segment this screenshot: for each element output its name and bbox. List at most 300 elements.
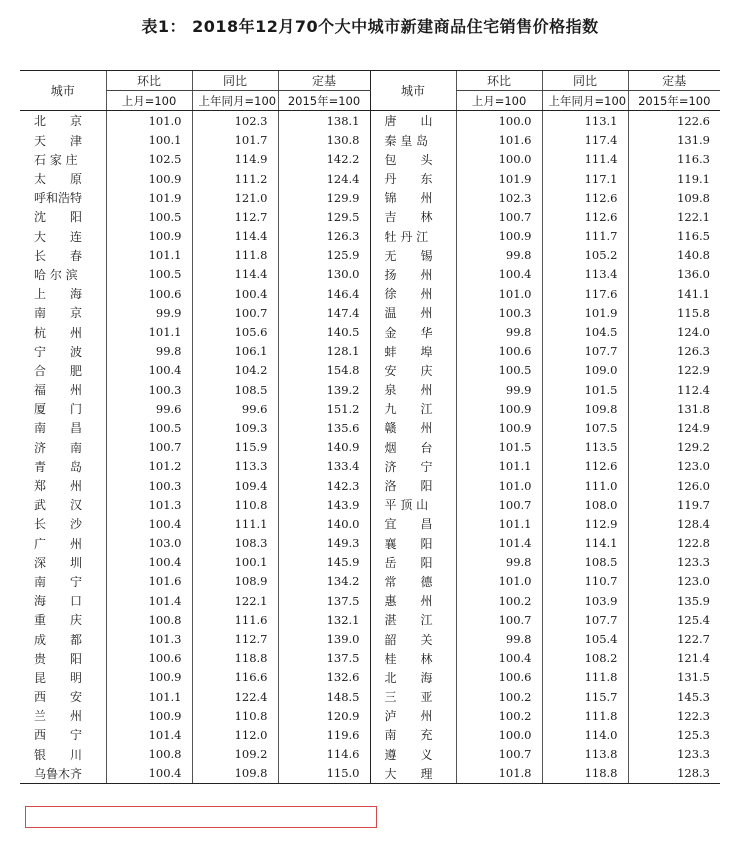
left-mom-cell: 100.4 [106, 361, 192, 380]
right-mom-cell: 102.3 [456, 188, 542, 207]
left-city-cell: 太 原 [34, 172, 83, 187]
left-base-cell: 149.3 [278, 534, 370, 553]
right-yoy-cell: 111.4 [542, 150, 628, 169]
left-base-cell: 139.2 [278, 380, 370, 399]
left-yoy-cell: 116.6 [192, 668, 278, 687]
right-base-cell: 123.3 [628, 553, 720, 572]
left-mom-cell: 101.9 [106, 188, 192, 207]
right-city-cell: 济 宁 [370, 457, 456, 476]
left-mom-cell: 100.5 [106, 418, 192, 437]
right-base-cell: 123.0 [628, 457, 720, 476]
left-mom-cell: 100.7 [106, 438, 192, 457]
left-base-cell: 120.9 [278, 706, 370, 725]
left-mom-cell: 100.9 [106, 227, 192, 246]
right-city-cell: 烟 台 [370, 438, 456, 457]
right-base-cell: 131.8 [628, 399, 720, 418]
table-row [20, 342, 720, 361]
right-mom-cell: 100.4 [456, 649, 542, 668]
table-row [20, 629, 720, 648]
left-city-cell: 重 庆 [34, 613, 83, 628]
header-sub-yoy-left: 上年同月=100 [192, 91, 278, 111]
table-row [20, 687, 720, 706]
right-yoy-cell: 103.9 [542, 591, 628, 610]
table-row [20, 399, 720, 418]
right-mom-cell: 99.8 [456, 553, 542, 572]
right-mom-cell: 100.9 [456, 227, 542, 246]
left-base-cell: 129.5 [278, 207, 370, 226]
left-yoy-cell: 109.4 [192, 476, 278, 495]
left-mom-cell: 101.4 [106, 725, 192, 744]
table-row [20, 246, 720, 265]
header-group-mom-left: 环比 [106, 71, 192, 91]
right-yoy-cell: 107.7 [542, 342, 628, 361]
left-base-cell: 138.1 [278, 111, 370, 131]
left-mom-cell: 101.0 [106, 111, 192, 131]
left-yoy-cell: 101.7 [192, 131, 278, 150]
right-yoy-cell: 112.6 [542, 207, 628, 226]
left-base-cell: 126.3 [278, 227, 370, 246]
left-yoy-cell: 110.8 [192, 706, 278, 725]
page-title: 表1： 2018年12月70个大中城市新建商品住宅销售价格指数 [141, 17, 599, 36]
header-group-mom-right: 环比 [456, 71, 542, 91]
left-mom-cell: 103.0 [106, 534, 192, 553]
left-city-cell: 杭 州 [34, 325, 83, 340]
left-mom-cell: 101.2 [106, 457, 192, 476]
right-city-cell: 岳 阳 [370, 553, 456, 572]
right-city-cell: 蚌 埠 [370, 342, 456, 361]
table-row [20, 457, 720, 476]
right-base-cell: 125.4 [628, 610, 720, 629]
table-row [20, 495, 720, 514]
right-yoy-cell: 108.2 [542, 649, 628, 668]
header-sub-base-left: 2015年=100 [278, 91, 370, 111]
right-yoy-cell: 117.4 [542, 131, 628, 150]
right-yoy-cell: 109.0 [542, 361, 628, 380]
right-yoy-cell: 101.9 [542, 303, 628, 322]
table-row [20, 572, 720, 591]
price-index-table [20, 70, 720, 784]
table-row [20, 169, 720, 188]
right-mom-cell: 101.5 [456, 438, 542, 457]
left-mom-cell: 100.9 [106, 668, 192, 687]
right-yoy-cell: 114.1 [542, 534, 628, 553]
right-city-cell: 扬 州 [370, 265, 456, 284]
left-yoy-cell: 112.0 [192, 725, 278, 744]
left-city-cell: 厦 门 [34, 402, 83, 417]
right-yoy-cell: 111.8 [542, 668, 628, 687]
left-base-cell: 119.6 [278, 725, 370, 744]
left-base-cell: 128.1 [278, 342, 370, 361]
header-sub-mom-left: 上月=100 [106, 91, 192, 111]
right-mom-cell: 101.6 [456, 131, 542, 150]
right-yoy-cell: 110.7 [542, 572, 628, 591]
table-row [20, 649, 720, 668]
right-yoy-cell: 117.1 [542, 169, 628, 188]
left-yoy-cell: 100.1 [192, 553, 278, 572]
right-mom-cell: 100.4 [456, 265, 542, 284]
right-base-cell: 128.3 [628, 764, 720, 784]
left-yoy-cell: 118.8 [192, 649, 278, 668]
right-mom-cell: 100.7 [456, 207, 542, 226]
left-yoy-cell: 105.6 [192, 322, 278, 341]
left-base-cell: 130.0 [278, 265, 370, 284]
left-base-cell: 133.4 [278, 457, 370, 476]
table-row [20, 610, 720, 629]
left-mom-cell: 100.8 [106, 745, 192, 764]
left-city-cell: 天 津 [34, 133, 83, 148]
left-mom-cell: 100.1 [106, 131, 192, 150]
right-mom-cell: 100.7 [456, 610, 542, 629]
right-yoy-cell: 112.6 [542, 457, 628, 476]
right-base-cell: 112.4 [628, 380, 720, 399]
right-mom-cell: 99.8 [456, 322, 542, 341]
right-city-cell: 北 海 [370, 668, 456, 687]
right-city-cell: 徐 州 [370, 284, 456, 303]
left-mom-cell: 99.9 [106, 303, 192, 322]
right-yoy-cell: 112.9 [542, 514, 628, 533]
left-mom-cell: 100.3 [106, 476, 192, 495]
right-mom-cell: 101.0 [456, 284, 542, 303]
right-city-cell: 安 庆 [370, 361, 456, 380]
left-base-cell: 154.8 [278, 361, 370, 380]
left-base-cell: 146.4 [278, 284, 370, 303]
right-city-cell: 湛 江 [370, 610, 456, 629]
right-mom-cell: 101.0 [456, 476, 542, 495]
left-yoy-cell: 111.6 [192, 610, 278, 629]
left-yoy-cell: 114.9 [192, 150, 278, 169]
right-base-cell: 109.8 [628, 188, 720, 207]
right-mom-cell: 99.9 [456, 380, 542, 399]
right-base-cell: 119.7 [628, 495, 720, 514]
left-yoy-cell: 112.7 [192, 207, 278, 226]
table-row [20, 668, 720, 687]
right-mom-cell: 100.6 [456, 668, 542, 687]
right-yoy-cell: 113.8 [542, 745, 628, 764]
right-base-cell: 141.1 [628, 284, 720, 303]
right-mom-cell: 101.1 [456, 457, 542, 476]
table-row [20, 706, 720, 725]
left-city-cell: 上 海 [34, 287, 83, 302]
left-city-cell: 北 京 [34, 114, 83, 129]
right-city-cell: 九 江 [370, 399, 456, 418]
header-city-left: 城市 [20, 71, 106, 111]
right-yoy-cell: 105.4 [542, 629, 628, 648]
left-city-cell: 福 州 [34, 383, 83, 398]
left-city-cell: 海 口 [34, 594, 83, 609]
right-yoy-cell: 112.6 [542, 188, 628, 207]
left-base-cell: 134.2 [278, 572, 370, 591]
left-city-cell: 呼和浩特 [34, 191, 83, 206]
left-base-cell: 140.9 [278, 438, 370, 457]
right-city-cell: 泉 州 [370, 380, 456, 399]
right-mom-cell: 100.5 [456, 361, 542, 380]
right-city-cell: 无 锡 [370, 246, 456, 265]
right-city-cell: 常 德 [370, 572, 456, 591]
right-mom-cell: 101.8 [456, 764, 542, 784]
left-yoy-cell: 109.3 [192, 418, 278, 437]
left-city-cell: 长 沙 [34, 517, 83, 532]
left-city-cell: 昆 明 [34, 670, 83, 685]
table-row [20, 322, 720, 341]
left-base-cell: 129.9 [278, 188, 370, 207]
left-city-cell: 沈 阳 [34, 210, 83, 225]
right-city-cell: 泸 州 [370, 706, 456, 725]
right-base-cell: 121.4 [628, 649, 720, 668]
header-row-groups [20, 71, 720, 91]
right-base-cell: 145.3 [628, 687, 720, 706]
header-city-right: 城市 [370, 71, 456, 111]
right-base-cell: 131.5 [628, 668, 720, 687]
right-city-cell: 吉 林 [370, 207, 456, 226]
header-group-base-left: 定基 [278, 71, 370, 91]
right-base-cell: 122.7 [628, 629, 720, 648]
right-yoy-cell: 113.1 [542, 111, 628, 131]
right-mom-cell: 100.3 [456, 303, 542, 322]
left-city-cell: 乌鲁木齐 [20, 764, 106, 784]
right-mom-cell: 99.8 [456, 246, 542, 265]
right-city-cell: 遵 义 [370, 745, 456, 764]
header-sub-yoy-right: 上年同月=100 [542, 91, 628, 111]
right-mom-cell: 100.0 [456, 150, 542, 169]
left-mom-cell: 100.6 [106, 284, 192, 303]
left-city-cell: 南 宁 [34, 574, 83, 589]
table-row [20, 725, 720, 744]
left-yoy-cell: 111.8 [192, 246, 278, 265]
right-city-cell: 三 亚 [370, 687, 456, 706]
right-base-cell: 123.0 [628, 572, 720, 591]
right-city-cell: 锦 州 [370, 188, 456, 207]
left-base-cell: 130.8 [278, 131, 370, 150]
left-mom-cell: 100.8 [106, 610, 192, 629]
table-row [20, 265, 720, 284]
right-city-cell: 丹 东 [370, 169, 456, 188]
right-city-cell: 南 充 [370, 725, 456, 744]
left-mom-cell: 102.5 [106, 150, 192, 169]
right-yoy-cell: 101.5 [542, 380, 628, 399]
left-city-cell: 石 家 庄 [34, 152, 78, 167]
right-city-cell: 宜 昌 [370, 514, 456, 533]
left-mom-cell: 100.5 [106, 265, 192, 284]
table-row [20, 380, 720, 399]
left-city-cell: 哈 尔 滨 [34, 267, 78, 282]
right-mom-cell: 100.7 [456, 495, 542, 514]
right-yoy-cell: 117.6 [542, 284, 628, 303]
right-mom-cell: 101.0 [456, 572, 542, 591]
right-mom-cell: 100.7 [456, 745, 542, 764]
right-yoy-cell: 111.0 [542, 476, 628, 495]
right-base-cell: 126.0 [628, 476, 720, 495]
table-row [20, 303, 720, 322]
left-yoy-cell: 99.6 [192, 399, 278, 418]
right-mom-cell: 101.4 [456, 534, 542, 553]
header-sub-base-right: 2015年=100 [628, 91, 720, 111]
right-base-cell: 124.9 [628, 418, 720, 437]
highlight-box [25, 806, 377, 828]
table-row [20, 764, 720, 784]
left-base-cell: 148.5 [278, 687, 370, 706]
left-yoy-cell: 100.7 [192, 303, 278, 322]
left-city-cell: 西 宁 [34, 728, 83, 743]
right-base-cell: 128.4 [628, 514, 720, 533]
right-mom-cell: 100.6 [456, 342, 542, 361]
left-city-cell: 济 南 [34, 440, 83, 455]
table-row [20, 284, 720, 303]
right-yoy-cell: 108.0 [542, 495, 628, 514]
left-city-cell: 成 都 [34, 632, 83, 647]
right-base-cell: 126.3 [628, 342, 720, 361]
left-city-cell: 贵 阳 [34, 651, 83, 666]
left-mom-cell: 99.6 [106, 399, 192, 418]
table-row [20, 591, 720, 610]
left-mom-cell: 101.1 [106, 246, 192, 265]
left-city-cell: 合 肥 [34, 363, 83, 378]
left-mom-cell: 100.3 [106, 380, 192, 399]
right-city-cell: 赣 州 [370, 418, 456, 437]
right-base-cell: 119.1 [628, 169, 720, 188]
right-city-cell: 金 华 [370, 322, 456, 341]
table-row [20, 111, 720, 131]
table-row [20, 514, 720, 533]
left-city-cell: 西 安 [34, 690, 83, 705]
left-yoy-cell: 111.1 [192, 514, 278, 533]
right-yoy-cell: 107.5 [542, 418, 628, 437]
left-mom-cell: 100.4 [106, 514, 192, 533]
right-city-cell: 大 理 [370, 764, 456, 784]
right-yoy-cell: 105.2 [542, 246, 628, 265]
left-yoy-cell: 114.4 [192, 265, 278, 284]
right-mom-cell: 101.1 [456, 514, 542, 533]
left-yoy-cell: 108.5 [192, 380, 278, 399]
left-yoy-cell: 108.9 [192, 572, 278, 591]
left-base-cell: 142.3 [278, 476, 370, 495]
table-row [20, 438, 720, 457]
header-group-base-right: 定基 [628, 71, 720, 91]
left-yoy-cell: 121.0 [192, 188, 278, 207]
right-yoy-cell: 108.5 [542, 553, 628, 572]
left-yoy-cell: 122.1 [192, 591, 278, 610]
left-base-cell: 145.9 [278, 553, 370, 572]
left-base-cell: 135.6 [278, 418, 370, 437]
table-row [20, 207, 720, 226]
left-mom-cell: 100.5 [106, 207, 192, 226]
right-base-cell: 115.8 [628, 303, 720, 322]
left-city-cell: 郑 州 [34, 479, 83, 494]
left-city-cell: 宁 波 [34, 344, 83, 359]
right-mom-cell: 100.0 [456, 111, 542, 131]
right-yoy-cell: 111.7 [542, 227, 628, 246]
left-yoy-cell: 102.3 [192, 111, 278, 131]
left-base-cell: 140.5 [278, 322, 370, 341]
left-base-cell: 147.4 [278, 303, 370, 322]
right-city-cell: 唐 山 [370, 111, 456, 131]
left-base-cell: 137.5 [278, 649, 370, 668]
right-mom-cell: 100.2 [456, 706, 542, 725]
right-city-cell: 包 头 [370, 150, 456, 169]
right-yoy-cell: 114.0 [542, 725, 628, 744]
right-base-cell: 116.5 [628, 227, 720, 246]
table-row [20, 361, 720, 380]
right-yoy-cell: 115.7 [542, 687, 628, 706]
right-base-cell: 116.3 [628, 150, 720, 169]
right-base-cell: 125.3 [628, 725, 720, 744]
right-mom-cell: 100.2 [456, 687, 542, 706]
left-mom-cell: 101.1 [106, 322, 192, 341]
right-base-cell: 135.9 [628, 591, 720, 610]
right-base-cell: 129.2 [628, 438, 720, 457]
right-mom-cell: 100.9 [456, 399, 542, 418]
left-mom-cell: 100.4 [106, 764, 192, 784]
right-yoy-cell: 118.8 [542, 764, 628, 784]
left-yoy-cell: 113.3 [192, 457, 278, 476]
right-yoy-cell: 107.7 [542, 610, 628, 629]
left-city-cell: 武 汉 [34, 498, 83, 513]
right-yoy-cell: 109.8 [542, 399, 628, 418]
left-yoy-cell: 114.4 [192, 227, 278, 246]
right-city-cell: 牡 丹 江 [370, 227, 456, 246]
left-yoy-cell: 108.3 [192, 534, 278, 553]
left-yoy-cell: 112.7 [192, 629, 278, 648]
right-base-cell: 131.9 [628, 131, 720, 150]
right-mom-cell: 101.9 [456, 169, 542, 188]
left-mom-cell: 101.3 [106, 495, 192, 514]
left-mom-cell: 101.6 [106, 572, 192, 591]
left-mom-cell: 101.1 [106, 687, 192, 706]
left-yoy-cell: 115.9 [192, 438, 278, 457]
right-city-cell: 惠 州 [370, 591, 456, 610]
left-mom-cell: 100.6 [106, 649, 192, 668]
left-city-cell: 深 圳 [34, 555, 83, 570]
table-row [20, 534, 720, 553]
right-yoy-cell: 113.4 [542, 265, 628, 284]
left-base-cell: 143.9 [278, 495, 370, 514]
left-yoy-cell: 109.8 [192, 764, 278, 784]
left-yoy-cell: 109.2 [192, 745, 278, 764]
right-city-cell: 温 州 [370, 303, 456, 322]
right-city-cell: 平 顶 山 [370, 495, 456, 514]
right-yoy-cell: 104.5 [542, 322, 628, 341]
left-city-cell: 银 川 [34, 747, 83, 762]
table-row [20, 150, 720, 169]
right-base-cell: 123.3 [628, 745, 720, 764]
table-row [20, 745, 720, 764]
left-base-cell: 132.1 [278, 610, 370, 629]
left-city-cell: 大 连 [34, 229, 83, 244]
left-base-cell: 132.6 [278, 668, 370, 687]
right-base-cell: 140.8 [628, 246, 720, 265]
left-base-cell: 140.0 [278, 514, 370, 533]
right-yoy-cell: 111.8 [542, 706, 628, 725]
left-mom-cell: 101.4 [106, 591, 192, 610]
left-city-cell: 广 州 [34, 536, 83, 551]
right-base-cell: 124.0 [628, 322, 720, 341]
left-yoy-cell: 110.8 [192, 495, 278, 514]
right-city-cell: 桂 林 [370, 649, 456, 668]
right-city-cell: 秦 皇 岛 [370, 131, 456, 150]
left-yoy-cell: 104.2 [192, 361, 278, 380]
table-row [20, 476, 720, 495]
left-mom-cell: 101.3 [106, 629, 192, 648]
right-mom-cell: 100.0 [456, 725, 542, 744]
table-row [20, 553, 720, 572]
table-row [20, 418, 720, 437]
right-base-cell: 122.9 [628, 361, 720, 380]
left-yoy-cell: 106.1 [192, 342, 278, 361]
left-mom-cell: 100.9 [106, 706, 192, 725]
left-city-cell: 南 昌 [34, 421, 83, 436]
left-city-cell: 兰 州 [34, 709, 83, 724]
header-group-yoy-left: 同比 [192, 71, 278, 91]
left-yoy-cell: 111.2 [192, 169, 278, 188]
